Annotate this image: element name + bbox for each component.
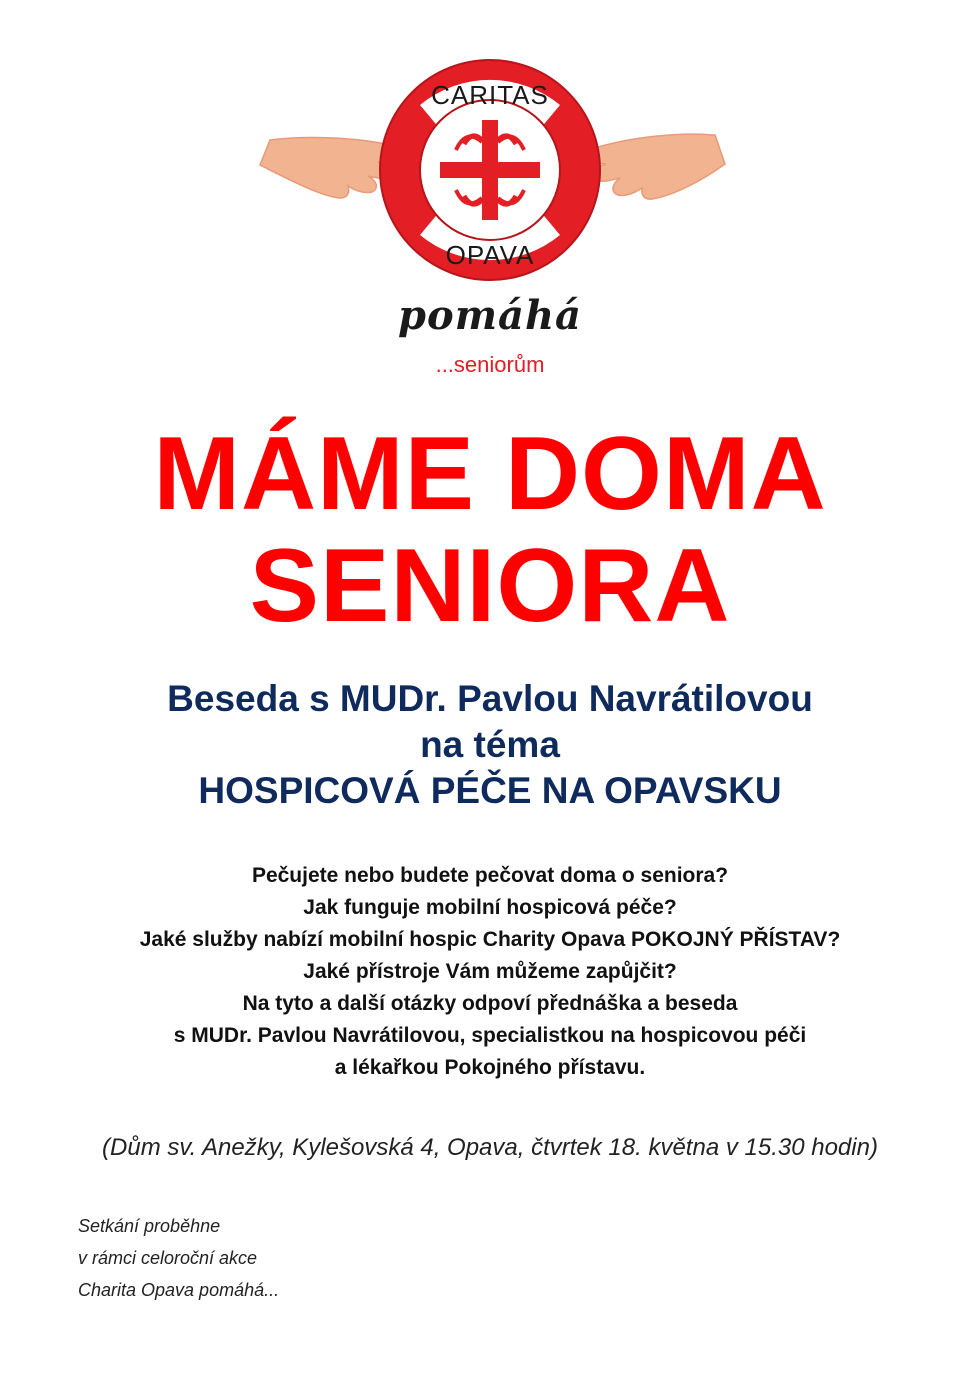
subtitle-line-2: na téma	[420, 724, 560, 765]
question-line: Jaké přístroje Vám můžeme zapůjčit?	[303, 960, 677, 983]
note-line: v rámci celoroční akce	[78, 1248, 258, 1268]
logo-tagline: pomáhá	[398, 292, 582, 339]
hand-right-icon	[588, 134, 725, 199]
question-line: Jak funguje mobilní hospicová péče?	[303, 896, 677, 919]
venue-info: (Dům sv. Anežky, Kylešovská 4, Opava, čtvrtek 18. května v 15.30 hodin)	[102, 1134, 878, 1161]
question-line: Pečujete nebo budete pečovat doma o seniora?	[251, 864, 729, 887]
subtitle	[0, 676, 980, 814]
logo-ring-bottom-text: OPAVA	[445, 240, 535, 270]
question-line: Na tyto a další otázky odpoví přednáška a beseda	[242, 992, 738, 1015]
question-line: Jaké služby nabízí mobilní hospic Charity Opava POKOJNÝ PŘÍSTAV?	[139, 928, 841, 951]
headline	[0, 418, 980, 642]
question-line: s MUDr. Pavlou Navrátilovou, specialistkou na hospicovou péči	[173, 1024, 807, 1047]
caritas-logo	[250, 40, 730, 380]
headline-line-2: SENIORA	[249, 528, 731, 644]
logo-audience: ...seniorům	[435, 352, 545, 377]
question-line: a lékařkou Pokojného přístavu.	[334, 1056, 646, 1079]
logo-ring-top-text: CARITAS	[431, 80, 549, 110]
hand-left-icon	[260, 138, 398, 198]
footer-note	[78, 1210, 279, 1306]
headline-line-1: MÁME DOMA	[153, 416, 827, 532]
questions-block	[0, 860, 980, 1084]
note-line: Charita Opava pomáhá...	[78, 1280, 280, 1300]
subtitle-line-3: HOSPICOVÁ PÉČE NA OPAVSKU	[198, 770, 782, 811]
subtitle-line-1: Beseda s MUDr. Pavlou Navrátilovou	[167, 678, 813, 719]
note-line: Setkání proběhne	[78, 1216, 221, 1236]
